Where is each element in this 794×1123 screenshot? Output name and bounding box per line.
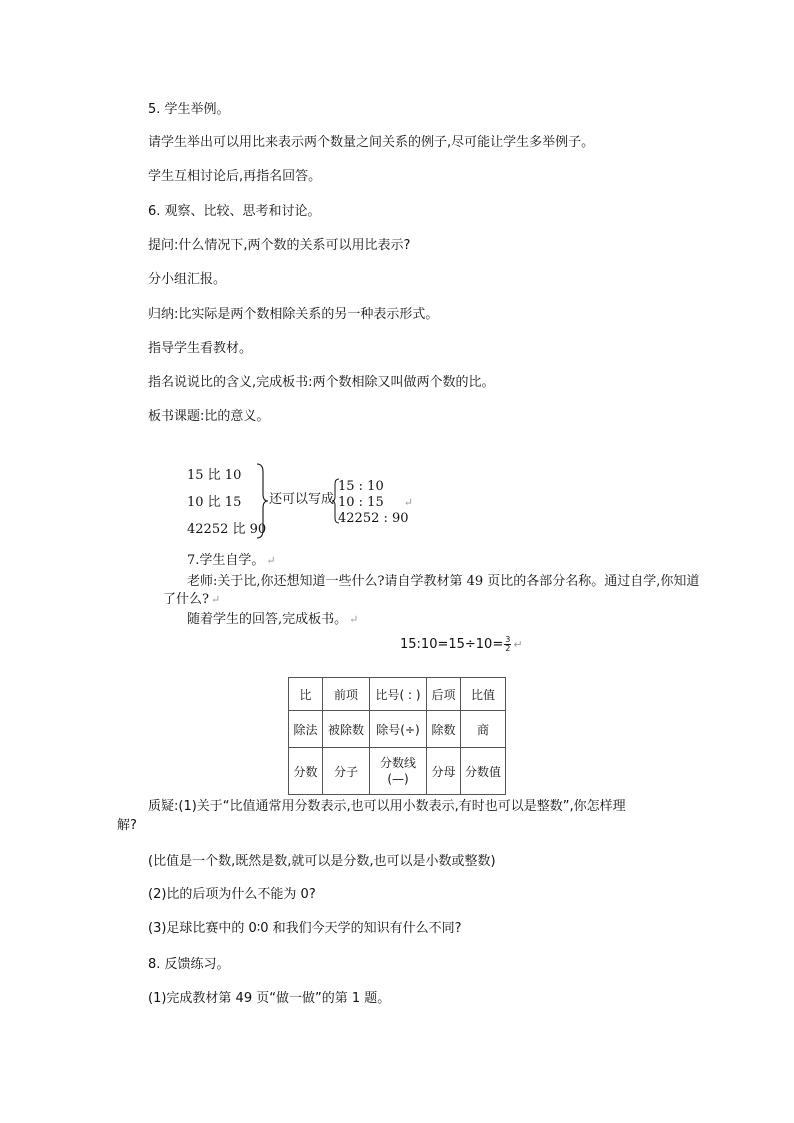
section5-heading: 5. 学生举例。 [148, 102, 230, 117]
table-cell: 后项 [427, 678, 461, 711]
paragraph-summary: 归纳:比实际是两个数相除关系的另一种表示形式。 [148, 307, 439, 322]
return-mark: ↵ [403, 496, 413, 509]
ratio-left-1: 15 比 10 [187, 468, 242, 483]
table-cell: 比值 [461, 678, 506, 711]
paragraph-report: 分小组汇报。 [148, 272, 227, 287]
table-cell: 分子 [323, 748, 370, 795]
table-row [289, 748, 506, 795]
paragraph-question: 提问:什么情况下,两个数的关系可以用比表示? [148, 238, 411, 253]
section8-heading: 8. 反馈练习。 [148, 957, 230, 972]
section7-paragraph2: 随着学生的回答,完成板书。 ↵ [187, 612, 359, 627]
table-cell: 前项 [323, 678, 370, 711]
table-cell: 分母 [427, 748, 461, 795]
table-cell: 被除数 [323, 711, 370, 748]
paragraph-title: 板书课题:比的意义。 [148, 409, 270, 424]
table-cell: 比号( : ) [370, 678, 427, 711]
table-cell: 商 [461, 711, 506, 748]
table-cell: 除数 [427, 711, 461, 748]
section7-paragraph-line1: 老师:关于比,你还想知道一些什么?请自学教材第 49 页比的各部分名称。通过自学,你知道 [187, 574, 700, 589]
answer1: (比值是一个数,既然是数,就可以是分数,也可以是小数或整数) [148, 854, 496, 869]
table-cell: 分数值 [461, 748, 506, 795]
ratio-right-1: 15 : 10 [338, 479, 384, 494]
table-row [289, 711, 506, 748]
paragraph-textbook: 指导学生看教材。 [148, 341, 253, 356]
question3: (3)足球比赛中的 0∶0 和我们今天学的知识有什么不同? [148, 921, 462, 936]
section6-heading: 6. 观察、比较、思考和讨论。 [148, 204, 321, 219]
paragraph-discuss: 学生互相讨论后,再指名回答。 [148, 169, 322, 184]
paragraph-examples: 请学生举出可以用比来表示两个数量之间关系的例子,尽可能让学生多举例子。 [148, 135, 595, 150]
ratio-left-2: 10 比 15 [187, 495, 242, 510]
ratio-formula: 15:10=15÷10= $\frac{3}{2}$ ↵ [400, 635, 523, 653]
question2: (2)比的后项为什么不能为 0? [148, 887, 316, 902]
table-cell: 分数线 (—) [370, 748, 427, 795]
section7-paragraph-line2: 了什么? ↵ [163, 592, 221, 607]
question1-line1: 质疑:(1)关于“比值通常用分数表示,也可以用小数表示,有时也可以是整数”,你怎样理 [148, 799, 626, 814]
question1-line2: 解? [117, 818, 137, 833]
ratio-right-3: 42252 : 90 [338, 511, 409, 526]
table-cell: 除号(÷) [370, 711, 427, 748]
table-cell: 分数 [289, 748, 323, 795]
table-row [289, 678, 506, 711]
ratio-terms-table [288, 677, 506, 795]
ratio-left-3: 42252 比 90 [187, 522, 267, 537]
section7-heading: 7.学生自学。 ↵ [187, 553, 276, 568]
paragraph-meaning: 指名说说比的含义,完成板书:两个数相除又叫做两个数的比。 [148, 375, 495, 390]
right-brace-icon [255, 462, 269, 540]
table-cell: 比 [289, 678, 323, 711]
written-as-label: 还可以写成 [269, 492, 335, 507]
ratio-right-2: 10 : 15 ↵ [338, 495, 413, 510]
table-cell: 除法 [289, 711, 323, 748]
fraction: $\frac{3}{2}$ [505, 635, 511, 653]
section8-item1: (1)完成教材第 49 页“做一做”的第 1 题。 [148, 991, 391, 1006]
